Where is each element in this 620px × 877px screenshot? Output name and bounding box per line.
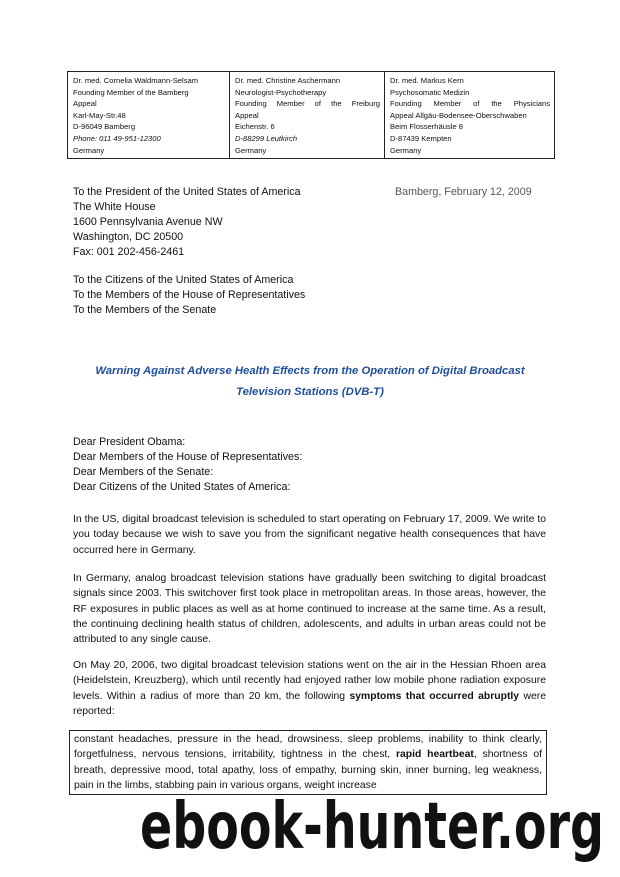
author-specialty: Psychosomatic Medizin [390, 87, 470, 97]
title-line-1: Warning Against Adverse Health Effects from the Operation of Digital Broadcast [95, 365, 525, 377]
author-phone: Phone: 011 49-951-12300 [73, 133, 161, 143]
author-country: Germany [235, 145, 267, 155]
author-city: D-87439 Kempten [390, 133, 452, 143]
symptoms-box [69, 730, 547, 795]
watermark-text: ebook-hunter.org [140, 790, 604, 864]
letter-title [60, 361, 560, 403]
author-name: Dr. med. Christine Aschermann [235, 76, 341, 85]
letterhead-author-1 [68, 72, 230, 159]
author-country: Germany [390, 145, 422, 155]
author-city: D-88299 Leutkirch [235, 133, 298, 143]
recipient-line: To the Members of the House of Representatives [73, 289, 306, 301]
title-line-2: Television Stations (DVB-T) [236, 386, 384, 398]
author-role: Appeal Allgäu-Bodensee-Oberschwaben [390, 110, 527, 120]
salutation [73, 435, 302, 495]
letterhead-author-3 [385, 72, 555, 159]
salutation-line: Dear President Obama: [73, 436, 186, 448]
recipient-line: To the Citizens of the United States of America [73, 274, 294, 286]
paragraph-3 [73, 658, 546, 719]
letterhead-table [67, 71, 555, 159]
author-street: Karl-May-Str.48 [73, 110, 126, 120]
symptoms-text-end: , shortness of breath, depressive mood, total apathy, loss of empathy, burning skin, inner burning, leg weakness, pain in the limbs, stabbing pain in various organs, weight increase [74, 749, 542, 791]
watermark [0, 790, 620, 877]
address-fax: Fax: 001 202-456-2461 [73, 246, 185, 258]
author-street: Beim Flosserhäusle 8 [390, 122, 464, 132]
author-name: Dr. med. Cornelia Waldmann-Selsam [73, 76, 199, 85]
address-line: To the President of the United States of America [73, 186, 301, 198]
author-city: D-96049 Bamberg [73, 122, 136, 132]
recipient-address [73, 185, 301, 260]
author-country: Germany [73, 145, 105, 155]
address-line: The White House [73, 201, 156, 213]
recipient-line: To the Members of the Senate [73, 304, 217, 316]
paragraph-3-text: On May 20, 2006, two digital broadcast television stations went on the air in the Hessian Rhoen area (Heidelstein, Kreuzberg), which until recently had enjoyed rather low mobile phone radiation exposure levels. Within a radius of more than 20 km, the following [73, 660, 546, 702]
symptoms-text: constant headaches, pressure in the head, drowsiness, sleep problems, inability to think clearly, forgetfulness, nervous tensions, irritability, tightness in the chest, [74, 734, 542, 761]
letter-date: Bamberg, February 12, 2009 [395, 186, 532, 198]
salutation-line: Dear Members of the Senate: [73, 466, 214, 478]
address-line: 1600 Pennsylvania Avenue NW [73, 216, 223, 228]
paragraph-3-text-end: were reported: [73, 690, 546, 717]
author-role: Appeal [235, 110, 259, 120]
author-name: Dr. med. Markus Kern [390, 76, 464, 85]
address-line: Washington, DC 20500 [73, 231, 184, 243]
paragraph-3-emphasis: symptoms that occurred abruptly [349, 690, 520, 702]
salutation-line: Dear Members of the House of Representatives: [73, 451, 303, 463]
watermark-logo [0, 790, 620, 877]
paragraph-1: In the US, digital broadcast television is scheduled to start operating on February 17, 2009. We write to you today because we wish to save you from the significant negative health consequences that have occurred here in Germany. [73, 514, 546, 556]
salutation-line: Dear Citizens of the United States of America: [73, 481, 291, 493]
additional-recipients [73, 273, 305, 318]
author-street: Eichenstr. 6 [235, 122, 275, 132]
author-role: Founding Member of the Physicians [390, 99, 550, 109]
letterhead-author-2 [230, 72, 385, 159]
paragraph-2: In Germany, analog broadcast television stations have gradually been switching to digital broadcast signals since 2003. This switchover first took place in metropolitan areas. In those areas, however, the RF exposures in public places as well as at home continued to increase at the same time. As a result, the continuing declining health status of children, adolescents, and adults in urban areas could not be attributed to any single cause. [73, 573, 546, 646]
author-specialty: Neurologist-Psychotherapy [235, 87, 327, 97]
author-role: Appeal [73, 99, 97, 109]
symptoms-emphasis: rapid heartbeat [395, 749, 474, 761]
author-role: Founding Member of the Bamberg [73, 87, 189, 97]
author-role: Founding Member of the Freiburg [235, 99, 380, 109]
